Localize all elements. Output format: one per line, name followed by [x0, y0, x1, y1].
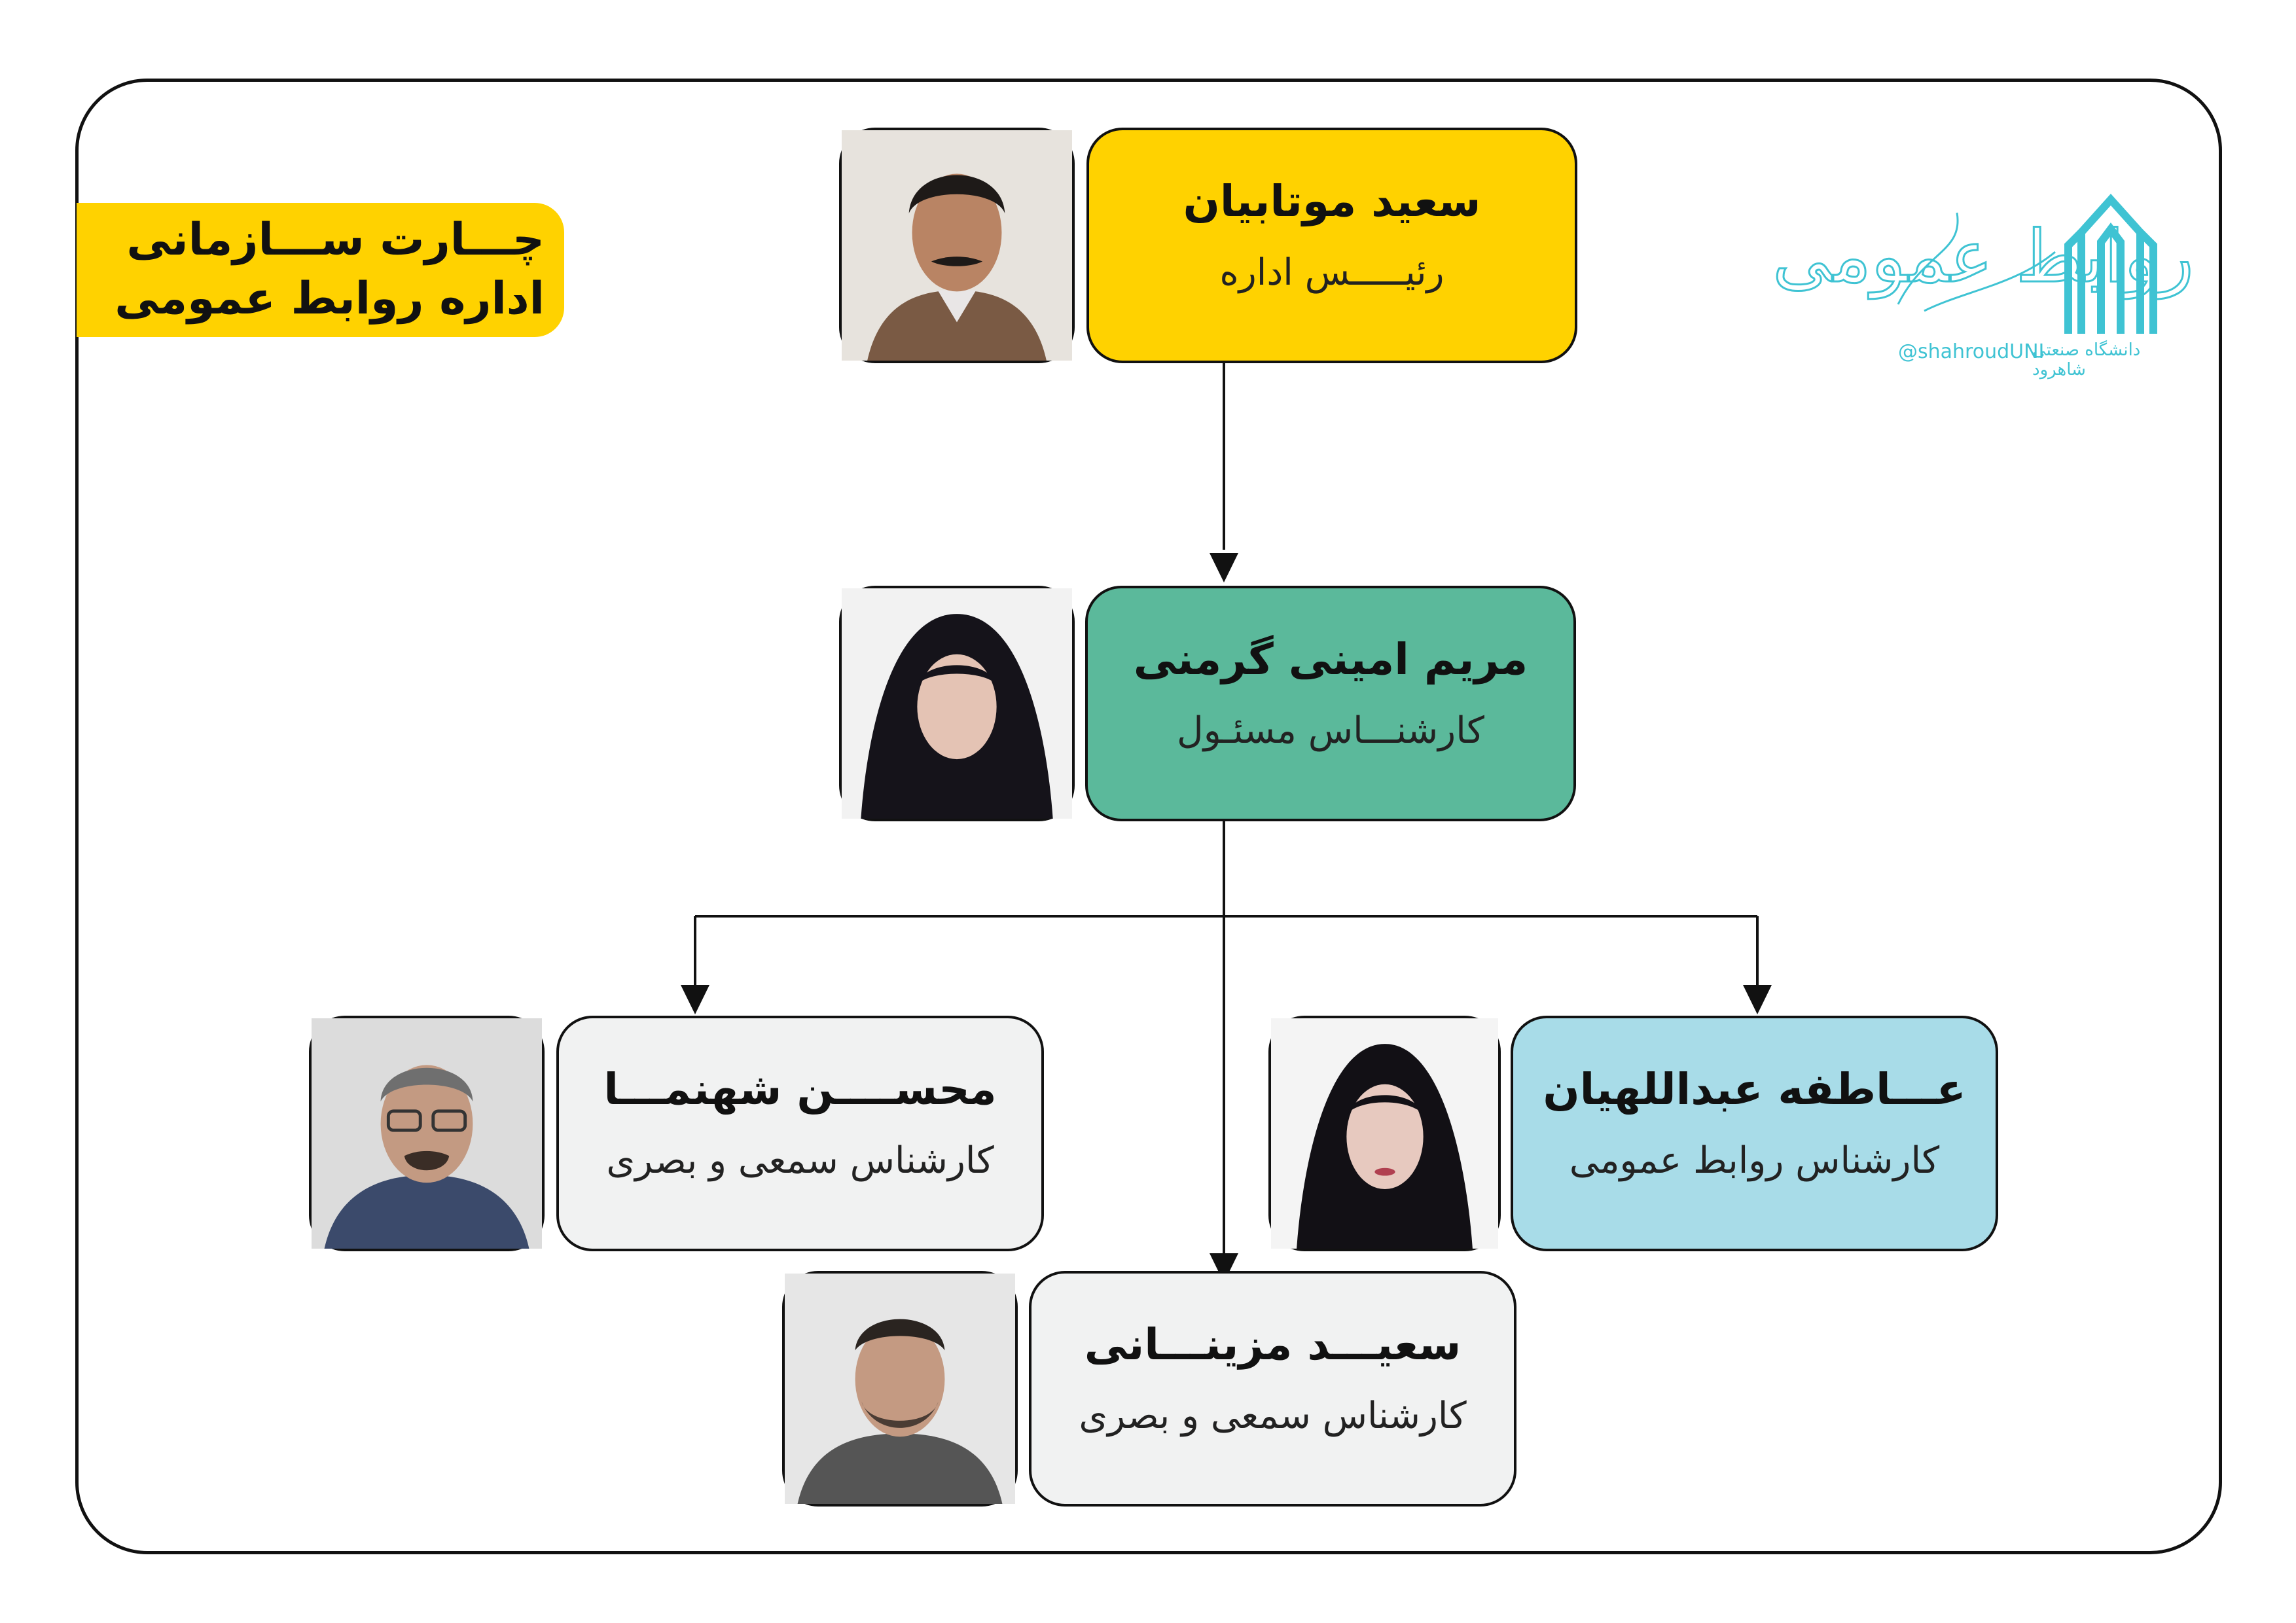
node-head-role: رئیـــــس اداره: [1219, 251, 1444, 294]
node-pr-expert-name: عـــاطفه عبداللهیان: [1543, 1064, 1966, 1115]
arrowhead-av1: [681, 985, 709, 1014]
arrowhead-pr: [1743, 985, 1772, 1014]
arrowhead-supervisor: [1210, 553, 1238, 582]
chart-title: چـــارت ســـازمانی: [126, 214, 545, 266]
photo-supervisor: [839, 586, 1075, 821]
node-av-expert-2-role: کارشناس سمعی و بصری: [1079, 1395, 1467, 1437]
node-av-expert-1: [556, 1016, 1044, 1251]
chart-subtitle: اداره روابط عمومی: [115, 273, 545, 325]
node-head: [1086, 128, 1577, 363]
portrait-man-icon: [842, 130, 1072, 361]
node-supervisor-name: مریم امینی گرمنی: [1133, 634, 1528, 685]
photo-pr-expert: [1268, 1016, 1501, 1251]
node-head-name: سعید موتابیان: [1183, 176, 1481, 226]
logo-script-text: روابط عمومی: [1772, 215, 2194, 298]
node-av-expert-1-role: کارشناس سمعی و بصری: [606, 1139, 994, 1182]
node-av-expert-1-name: محســــن شهنمـــا: [603, 1064, 997, 1115]
portrait-man-glasses-icon: [312, 1018, 542, 1249]
logo-handle: @shahroudUNI: [1898, 340, 2045, 363]
portrait-woman-icon: [842, 588, 1072, 819]
portrait-woman-icon: [1271, 1018, 1498, 1249]
logo-subtext: دانشگاه صنعتی شاهرود: [2032, 340, 2141, 380]
portrait-man-icon: [785, 1274, 1015, 1504]
photo-av-expert-2: [782, 1271, 1018, 1507]
photo-head: [839, 128, 1075, 363]
node-pr-expert: [1511, 1016, 1998, 1251]
node-av-expert-2-name: سعیـــد مزینـــانی: [1084, 1319, 1462, 1370]
photo-av-expert-1: [309, 1016, 545, 1251]
node-pr-expert-role: کارشناس روابط عمومی: [1569, 1139, 1940, 1182]
node-supervisor-role: کارشنـــاس مسئـول: [1177, 709, 1484, 752]
node-av-expert-2: [1029, 1271, 1516, 1507]
node-supervisor: [1085, 586, 1576, 821]
